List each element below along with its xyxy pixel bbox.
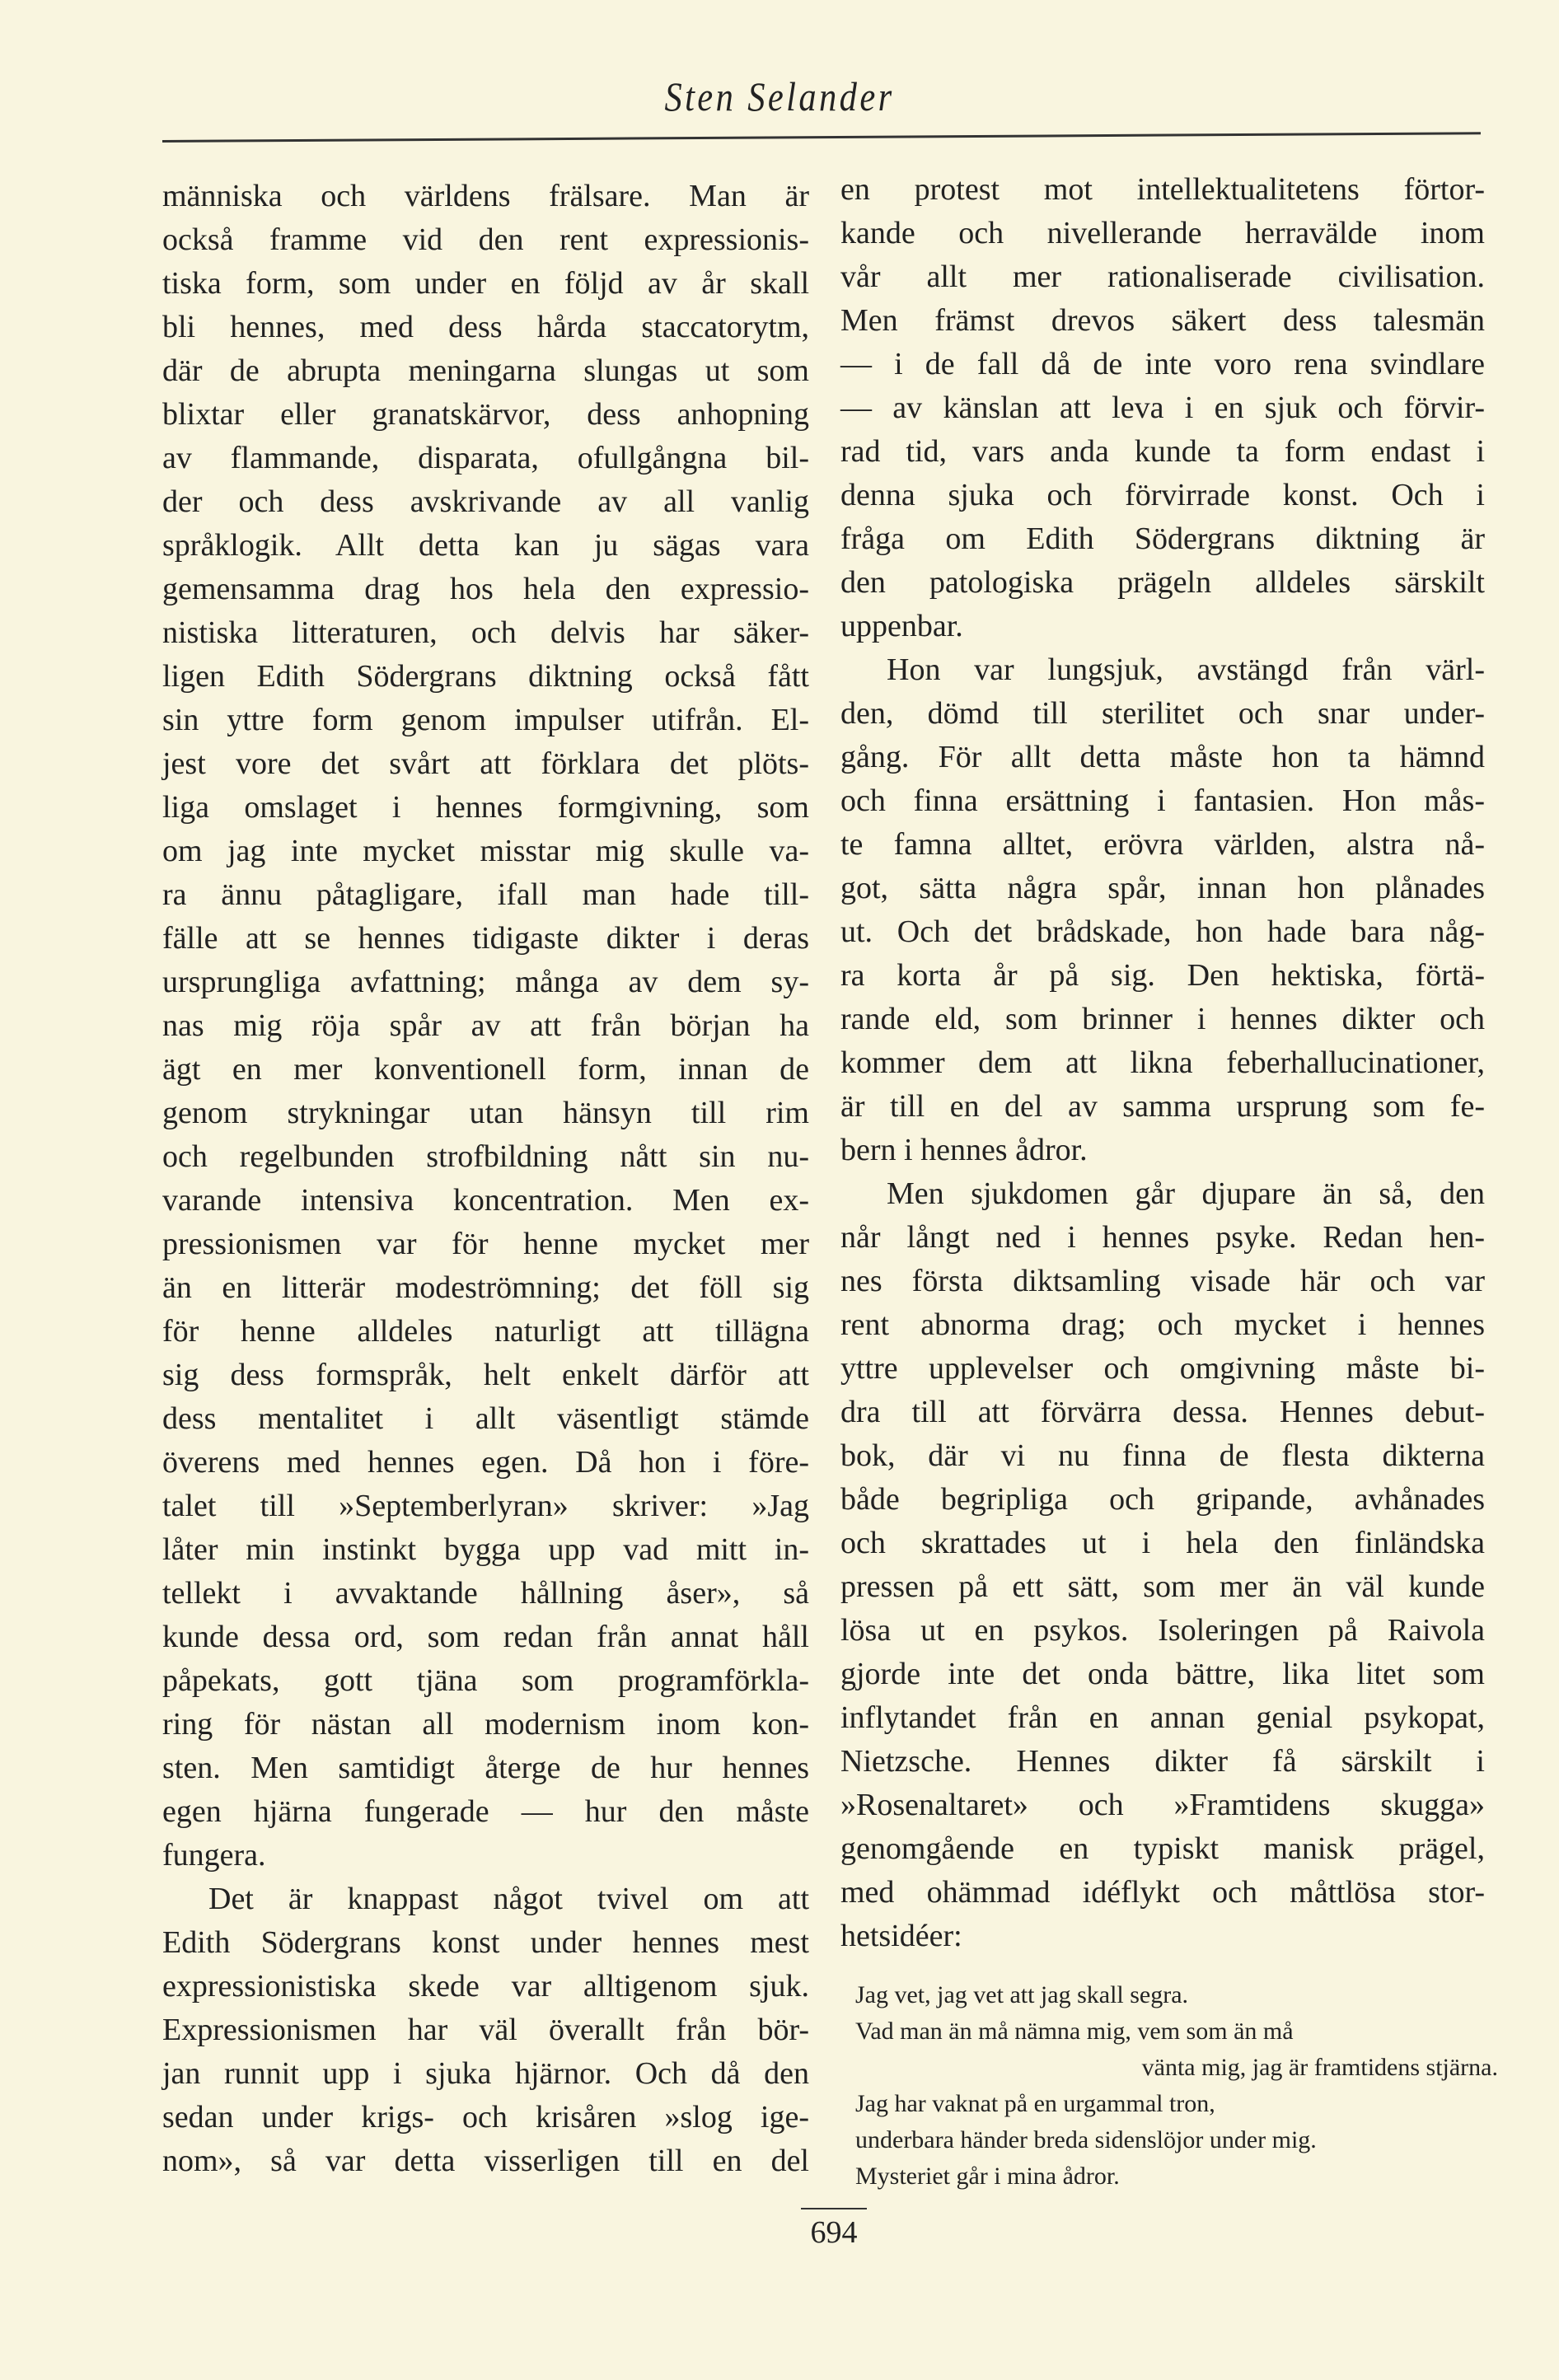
text-line: når långt ned i hennes psyke. Redan hen- — [840, 1220, 1485, 1255]
text-line: för henne alldeles naturligt att tillägna — [162, 1314, 809, 1349]
text-line: uppenbar. — [840, 609, 963, 643]
poem-line: underbara händer breda sidenslöjor under mig. — [855, 2126, 1317, 2153]
text-line: — av känslan att leva i en sjuk och förvir- — [840, 390, 1485, 425]
text-line: der och dess avskrivande av all vanlig — [162, 484, 809, 519]
text-line: sin yttre form genom impulser utifrån. El- — [162, 703, 809, 737]
text-line: Men sjukdomen går djupare än så, den — [887, 1176, 1485, 1211]
text-line: varande intensiva koncentration. Men ex- — [162, 1183, 809, 1218]
text-line: ut. Och det brådskade, hon hade bara någ- — [840, 914, 1485, 949]
text-line: den patologiska prägeln alldeles särskilt — [840, 565, 1485, 600]
text-line: den, dömd till sterilitet och snar under- — [840, 696, 1485, 731]
running-title: Sten Selander — [664, 73, 895, 119]
text-line: språklogik. Allt detta kan ju sägas vara — [162, 528, 809, 563]
text-line: än en litterär modeströmning; det föll sig — [162, 1270, 809, 1305]
text-line: sten. Men samtidigt återge de hur hennes — [162, 1751, 809, 1785]
text-line: och finna ersättning i fantasien. Hon mås- — [840, 783, 1485, 818]
right-column — [840, 168, 1485, 1958]
text-line: bok, där vi nu finna de flesta dikterna — [840, 1438, 1485, 1473]
text-line: om jag inte mycket misstar mig skulle va- — [162, 834, 809, 868]
text-line: är till en del av samma ursprung som fe- — [840, 1089, 1485, 1124]
text-line: ägt en mer konventionell form, innan de — [162, 1052, 809, 1087]
text-line: expressionistiska skede var alltigenom sjuk. — [162, 1969, 809, 2004]
text-line: dess mentalitet i allt väsentligt stämde — [162, 1401, 809, 1436]
text-line: ligen Edith Södergrans diktning också fått — [162, 659, 809, 694]
text-line: påpekats, gott tjäna som programförkla- — [162, 1663, 809, 1698]
text-line: med ohämmad idéflykt och måttlösa stor- — [840, 1875, 1485, 1910]
text-line: blixtar eller granatskärvor, dess anhopning — [162, 397, 809, 432]
text-line: denna sjuka och förvirrade konst. Och i — [840, 478, 1485, 512]
text-line: Nietzsche. Hennes dikter få särskilt i — [840, 1744, 1485, 1779]
text-line: liga omslaget i hennes formgivning, som — [162, 790, 809, 825]
text-line: Edith Södergrans konst under hennes mest — [162, 1925, 809, 1960]
text-line: människa och världens frälsare. Man är — [162, 179, 809, 213]
text-line: rad tid, vars anda kunde ta form endast i — [840, 434, 1485, 469]
poem-line: vänta mig, jag är framtidens stjärna. — [1141, 2054, 1498, 2081]
text-line: där de abrupta meningarna slungas ut som — [162, 353, 809, 388]
text-line: talet till »Septemberlyran» skriver: »Jag — [162, 1489, 809, 1523]
text-line: överens med hennes egen. Då hon i före- — [162, 1445, 809, 1480]
text-line: genom strykningar utan hänsyn till rim — [162, 1096, 809, 1130]
text-line: ursprungliga avfattning; många av dem sy- — [162, 965, 809, 999]
text-line: dra till att förvärra dessa. Hennes debut- — [840, 1395, 1485, 1429]
text-line: gemensamma drag hos hela den expressio- — [162, 572, 809, 606]
text-line: tellekt i avvaktande hållning åser», så — [162, 1576, 809, 1611]
text-line: »Rosenaltaret» och »Framtidens skugga» — [840, 1788, 1485, 1822]
text-line: låter min instinkt bygga upp vad mitt in- — [162, 1532, 809, 1567]
text-line: got, sätta några spår, innan hon plånades — [840, 871, 1485, 905]
text-line: sedan under krigs- och krisåren »slog ige- — [162, 2100, 809, 2135]
text-line: och skrattades ut i hela den finländska — [840, 1526, 1485, 1560]
text-line: inflytandet från en annan genial psykopat, — [840, 1700, 1485, 1735]
text-line: yttre upplevelser och omgivning måste bi- — [840, 1351, 1485, 1386]
text-line: också framme vid den rent expressionis- — [162, 222, 809, 257]
text-line: kande och nivellerande herravälde inom — [840, 216, 1485, 250]
poem-line: Mysteriet går i mina ådror. — [855, 2163, 1120, 2190]
poem-line: Vad man än må nämna mig, vem som än må — [855, 2018, 1294, 2045]
text-line: nom», så var detta visserligen till en del — [162, 2144, 809, 2178]
text-line: kommer dem att likna feberhallucinationer, — [840, 1045, 1485, 1080]
text-line: fälle att se hennes tidigaste dikter i deras — [162, 921, 809, 956]
text-line: ra ännu påtagligare, ifall man hade till- — [162, 877, 809, 912]
text-line: te famna alltet, erövra världen, alstra nå- — [840, 827, 1485, 862]
poem-line: Jag vet, jag vet att jag skall segra. — [855, 1981, 1189, 2008]
text-line: pressionismen var för henne mycket mer — [162, 1227, 809, 1261]
text-line: fungera. — [162, 1838, 266, 1873]
text-line: lösa ut en psykos. Isoleringen på Raivola — [840, 1613, 1485, 1648]
text-line: fråga om Edith Södergrans diktning är — [840, 521, 1485, 556]
text-line: både begripliga och gripande, avhånades — [840, 1482, 1485, 1517]
text-line: — i de fall då de inte voro rena svindlare — [840, 347, 1485, 381]
text-line: av flammande, disparata, ofullgångna bil- — [162, 441, 809, 475]
text-line: Expressionismen har väl överallt från bör- — [162, 2013, 809, 2047]
text-line: nistiska litteraturen, och delvis har säker- — [162, 615, 809, 650]
text-line: kunde dessa ord, som redan från annat håll — [162, 1620, 809, 1654]
text-line: egen hjärna fungerade — hur den måste — [162, 1794, 809, 1829]
text-line: jan runnit upp i sjuka hjärnor. Och då den — [162, 2056, 809, 2091]
left-column — [162, 175, 809, 2183]
text-line: ring för nästan all modernism inom kon- — [162, 1707, 809, 1742]
text-line: en protest mot intellektualitetens förtor- — [840, 172, 1485, 207]
text-line: sig dess formspråk, helt enkelt därför att — [162, 1358, 809, 1392]
text-line: tiska form, som under en följd av år skall — [162, 266, 809, 301]
text-line: bli hennes, med dess hårda staccatorytm, — [162, 310, 809, 344]
header-rule — [162, 132, 1481, 143]
text-line: gjorde inte det onda bättre, lika litet som — [840, 1657, 1485, 1691]
poem-quote — [855, 1977, 1498, 2195]
text-line: nes första diktsamling visade här och var — [840, 1264, 1485, 1298]
text-line: rande eld, som brinner i hennes dikter och — [840, 1002, 1485, 1036]
text-line: jest vore det svårt att förklara det plöts- — [162, 746, 809, 781]
text-line: vår allt mer rationaliserade civilisation. — [840, 260, 1485, 294]
poem-line: Jag har vaknat på en urgammal tron, — [855, 2090, 1215, 2117]
text-line: Men främst drevos säkert dess talesmän — [840, 303, 1485, 338]
text-line: genomgående en typiskt manisk prägel, — [840, 1831, 1485, 1866]
text-line: rent abnorma drag; och mycket i hennes — [840, 1307, 1485, 1342]
text-line: pressen på ett sätt, som mer än väl kunde — [840, 1569, 1485, 1604]
text-line: nas mig röja spår av att från början ha — [162, 1008, 809, 1043]
page-number: 694 — [801, 2208, 867, 2251]
text-line: bern i hennes ådror. — [840, 1133, 1088, 1167]
text-line: Hon var lungsjuk, avstängd från värl- — [887, 652, 1485, 687]
text-line: gång. För allt detta måste hon ta hämnd — [840, 740, 1485, 774]
text-line: hetsidéer: — [840, 1919, 962, 1953]
text-line: och regelbunden strofbildning nått sin nu- — [162, 1139, 809, 1174]
text-line: ra korta år på sig. Den hektiska, förtä- — [840, 958, 1485, 993]
text-line: Det är knappast något tvivel om att — [208, 1882, 809, 1916]
